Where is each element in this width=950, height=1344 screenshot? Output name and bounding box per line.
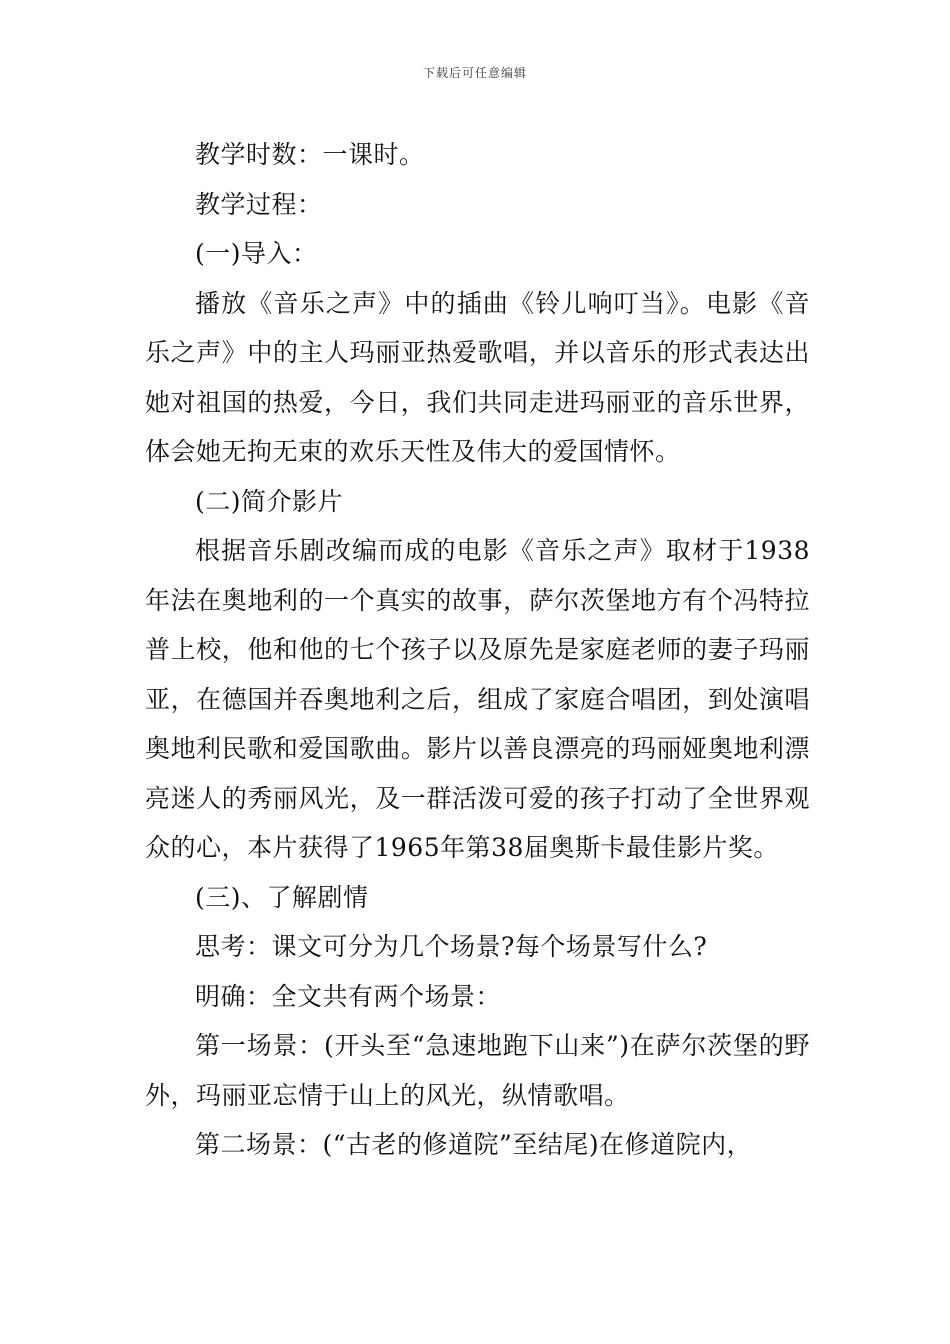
paragraph-scene-one: 第一场景：(开头至“急速地跑下山来”)在萨尔茨堡的野外，玛丽亚忘情于山上的风光，纵情歌唱。 [145, 1031, 810, 1110]
paragraph-introduction: 播放《音乐之声》中的插曲《铃儿响叮当》。电影《音乐之声》中的主人玛丽亚热爱歌唱，并以音乐的形式表达出她对祖国的热爱，今日，我们共同走进玛丽亚的音乐世界，体会她无拘无束的欢乐天性及伟大的爱国情怀。 [145, 288, 810, 466]
paragraph-scene-two: 第二场景：(“古老的修道院”至结尾)在修道院内， [195, 1130, 753, 1159]
page-header: 下载后可任意编辑 [422, 66, 527, 80]
section-heading-film-intro: (二)简介影片 [195, 486, 344, 516]
paragraph-teaching-hours: 教学时数：一课时。 [195, 140, 425, 169]
paragraph-think: 思考：课文可分为几个场景?每个场景写什么? [195, 932, 708, 961]
section-heading-introduction: (一)导入： [195, 239, 318, 268]
document-body [145, 130, 810, 1170]
paragraph-film-intro: 根据音乐剧改编而成的电影《音乐之声》取材于1938年法在奥地利的一个真实的故事，萨尔茨堡地方有个冯特拉普上校，他和他的七个孩子以及原先是家庭老师的妻子玛丽亚，在德国并吞奥地利之后，组成了家庭合唱团，到处演唱奥地利民歌和爱国歌曲。影片以善良漂亮的玛丽娅奥地利漂亮迷人的秀丽风光，及一群活泼可爱的孩子打动了全世界观众的心，本片获得了1965年第38届奥斯卡最佳影片奖。 [145, 536, 810, 862]
paragraph-clarify: 明确：全文共有两个场景： [195, 981, 502, 1011]
section-heading-plot: (三)、了解剧情 [195, 882, 369, 912]
paragraph-teaching-process: 教学过程： [195, 189, 323, 219]
